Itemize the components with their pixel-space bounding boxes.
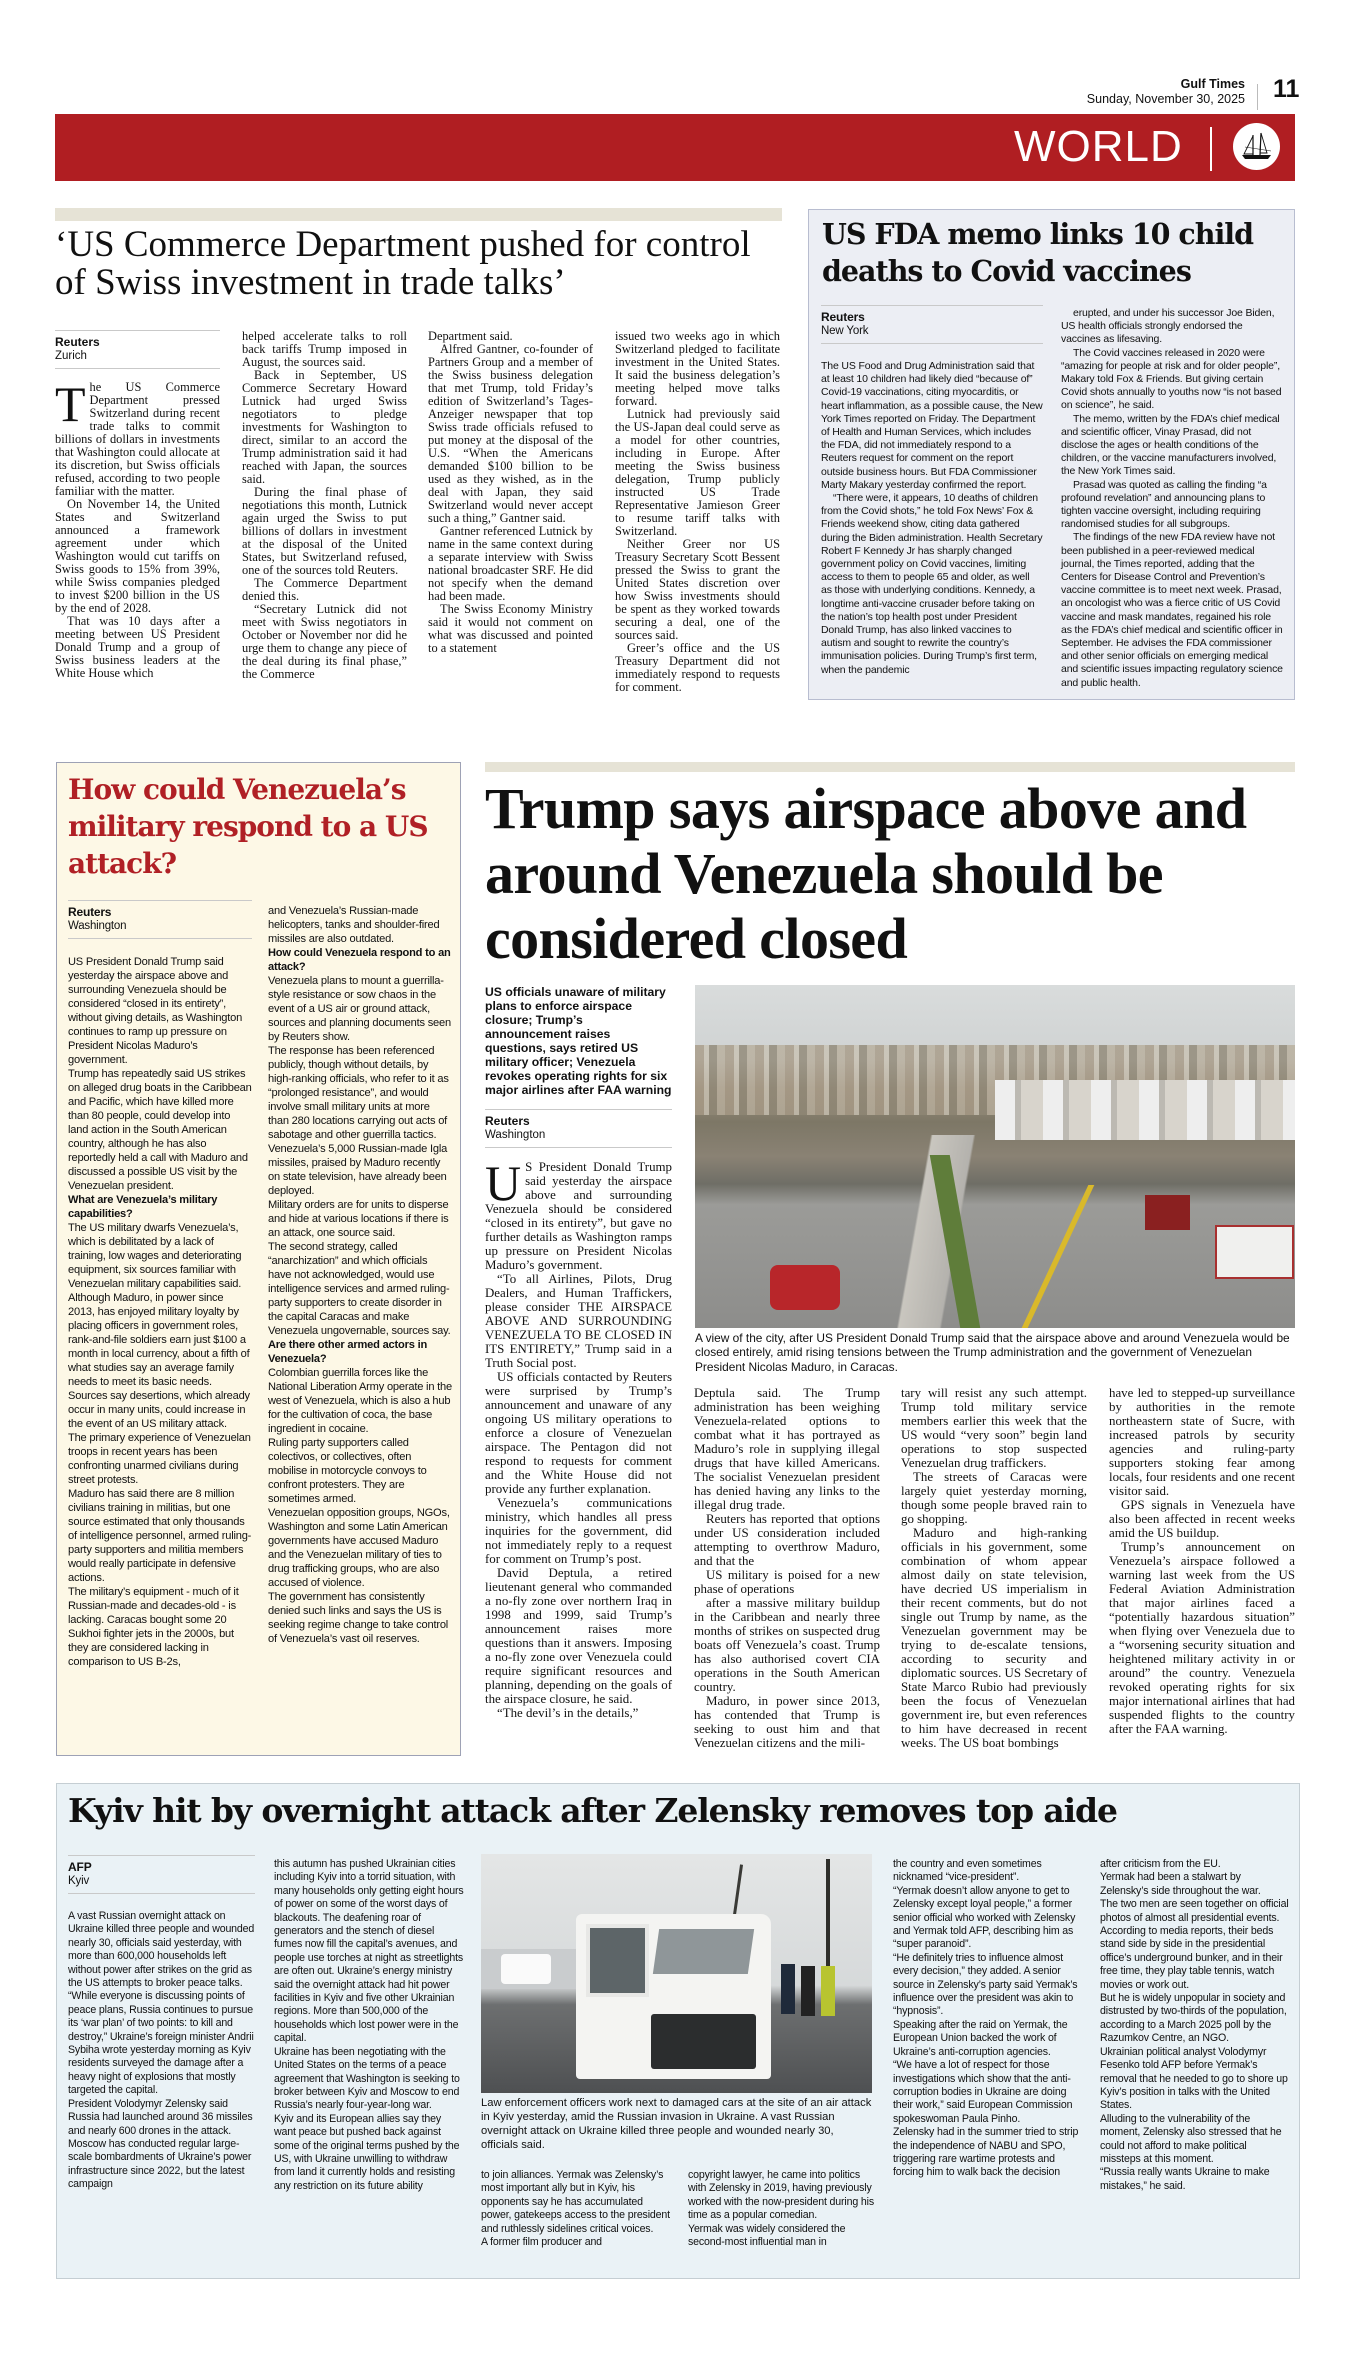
paragraph: The government has consistently denied such links and says the US is seeking regime change to take control of Venezuela’s vast oil reserves. xyxy=(268,1591,449,1645)
paragraph: after criticism from the EU. xyxy=(1100,1858,1221,1870)
banner-divider xyxy=(1210,127,1212,171)
paragraph: Gantner referenced Lutnick by name in the same context during a separate interview with Swiss national broadcaster SRF. He did not specify when the demand had been made. xyxy=(428,524,593,603)
paragraph: The Swiss Economy Ministry said it would not comment on what was discussed and pointed to a statement xyxy=(428,602,593,655)
paragraph: GPS signals in Venezuela have also been affected in recent weeks amid the US buildup. xyxy=(1109,1498,1295,1540)
paragraph: President Volodymyr Zelensky said Russia had launched around 36 missiles and nearly 600 drones in the attack. xyxy=(68,2097,253,2137)
paragraph: Ukrainian political analyst Volodymyr Fesenko told AFP before Yermak’s removal that he needed to go to shore up Kyiv’s position in talks with the United States. xyxy=(1100,2045,1288,2112)
paragraph: “There were, it appears, 10 deaths of children from the Covid shots,” he told Fox News’ Fox & Friends weekend show, citing data gathered during the Biden administration. Health Secretary Robert F Kennedy Jr has sharply changed government policy on Covid vaccines, limiting access to them to people 65 and older, as well as those with underlying conditions. Kennedy, a longtime anti-vaccine crusader before taking on the nation’s top health post under President Donald Trump, has also linked vaccines to autism and sought to rewrite the country’s immunisation policies. During Trump’s first term, when the pandemic xyxy=(821,492,1043,676)
paragraph: issued two weeks ago in which Switzerland pledged to facilitate investment in the United States. It said the business delegation’s meeting helped move talks forward. xyxy=(615,329,780,408)
column-text xyxy=(68,1910,255,2192)
byline-place: Kyiv xyxy=(68,1875,90,1887)
paragraph: The US Food and Drug Administration said that at least 10 children had likely died “because of” Covid-19 vaccinations, citing myocarditis, or heart inflammation, as a possible cause, the New York Times reported on Friday. The Department of Health and Human Services, which includes the FDA, did not immediately respond to a Reuters request for comment on the report outside business hours. But FDA Commissioner Marty Makary yesterday confirmed the report. xyxy=(821,360,1043,491)
paragraph: after a massive military buildup in the Caribbean and nearly three months of strikes on suspected drug boats off Venezuela’s coast. Trump has also authorised covert CIA operations in the South American country. xyxy=(694,1596,880,1694)
column-text xyxy=(55,376,220,680)
paragraph: Reuters has reported that options under US consideration included attempting to overthrow Maduro, and that the xyxy=(694,1512,880,1568)
column-text xyxy=(485,1155,672,1720)
paragraph: Trump has repeatedly said US strikes on alleged drug boats in the Caribbean and Pacific, which have killed more than 80 people, could develop into land action in the South American country, although he has also reportedly held a call with Maduro and discussed a possible US visit by the Venezuelan president. xyxy=(68,1068,252,1192)
kyiv-damaged-van-photo xyxy=(481,1854,872,2093)
paragraph: Maduro, in power since 2013, has contended that Trump is seeking to oust him and that Venezuelan citizens and the mili- xyxy=(694,1694,880,1750)
paragraph: US officials contacted by Reuters were surprised by Trump’s announcement and unaware of any ongoing US military operations to enforce a closure of Venezuelan airspace. The Pentagon did not respond to requests for comment and the White House did not provide any further explanation. xyxy=(485,1370,672,1496)
byline-agency: Reuters xyxy=(485,1114,530,1128)
paragraph: helped accelerate talks to roll back tariffs Trump imposed in August, the sources said. xyxy=(242,329,407,369)
paragraph: Maduro has said there are 8 million civilians training in militias, but one source estimated that only thousands of intelligence personnel, armed ruling-party supporters and militia members would really participate in defensive actions. xyxy=(68,1488,252,1584)
paragraph: Alluding to the vulnerability of the moment, Zelensky also stressed that he could not afford to make political missteps at this moment. xyxy=(1100,2112,1282,2165)
fda-column-1 xyxy=(821,305,1043,677)
kyiv-column-3 xyxy=(481,2169,671,2249)
paragraph: to join alliances. Yermak was Zelensky’s most important ally but in Kyiv, his opponents say he has accumulated power, gatekeeps access to the president and ruthlessly sidelines critical voices. xyxy=(481,2169,670,2235)
paragraph: Speaking after the raid on Yermak, the European Union backed the work of Ukraine’s anti-corruption agencies. xyxy=(893,2018,1068,2058)
byline xyxy=(68,1855,255,1894)
paragraph: Venezuela plans to mount a guerrilla-style resistance or sow chaos in the event of a US air or ground attack, sources and planning documents seen by Reuters show. xyxy=(268,975,451,1043)
byline-agency: Reuters xyxy=(821,310,865,324)
subheading: What are Venezuela’s military capabilities? xyxy=(68,1194,218,1220)
subheading: How could Venezuela respond to an attack? xyxy=(268,947,451,973)
paragraph: Zelensky had in the summer tried to strip the independence of NABU and SPO, triggering rare wartime protests and forcing him to walk back the decision xyxy=(893,2126,1079,2179)
byline xyxy=(485,1109,672,1148)
swiss-column-4 xyxy=(615,330,780,694)
lead-column-4 xyxy=(1109,1386,1295,1736)
kyiv-column-1 xyxy=(68,1855,255,2192)
paragraph: Venezuela’s 5,000 Russian-made Igla missiles, praised by Maduro recently on state television, have already been deployed. xyxy=(268,1143,448,1197)
paragraph: Back in September, US Commerce Secretary Howard Lutnick had urged Swiss negotiators to pledge investments for Washington to direct, similar to an accord the Trump administration said it had reached with Japan, the sources said. xyxy=(242,368,407,486)
article-top-rule xyxy=(55,208,782,221)
paragraph: have led to stepped-up surveillance by authorities in the remote northeastern state of Sucre, with increased patrols by security agencies and ruling-party supporters stoking fear among locals, four residents and one recent visitor said. xyxy=(1109,1386,1295,1498)
paragraph: Yermak had been a stalwart by Zelensky’s side throughout the war. xyxy=(1100,1871,1261,1897)
paragraph: The US military dwarfs Venezuela’s, which is debilitated by a lack of training, low wages and deteriorating equipment, six sources familiar with Venezuelan military capabilities said. xyxy=(68,1222,242,1290)
paragraph: this autumn has pushed Ukrainian cities including Kyiv into a torrid situation, with many households only getting eight hours of power on some of the worst days of blackouts. The deafening roar of generators and the stench of diesel fumes now fill the capital’s avenues, and people use torches at night as streetlights are often out. Ukraine’s energy ministry said the overnight attack had hit power facilities in Kyiv and five other Ukrainian regions. More than 500,000 of the households which lost power were in the capital. xyxy=(274,1858,464,2045)
paragraph: US military is poised for a new phase of operations xyxy=(694,1568,880,1596)
fda-column-2 xyxy=(1061,307,1283,690)
byline-place: New York xyxy=(821,325,869,337)
lead-column-1 xyxy=(485,985,672,1720)
paragraph: On November 14, the United States and Switzerland announced a framework agreement under which Washington would cut tariffs on Swiss goods to 15% from 39%, while Swiss companies pledged to invest $200 billion in the US by the end of 2028. xyxy=(55,497,220,615)
byline xyxy=(821,305,1043,344)
paragraph: the country and even sometimes nicknamed “vice-president”. xyxy=(893,1858,1042,1884)
paragraph: Prasad was quoted as calling the finding “a profound revelation” and announcing plans to tighten vaccine oversight, including requiring randomised studies for all subgroups. xyxy=(1061,478,1267,531)
paragraph: The memo, written by the FDA’s chief medical and scientific officer, Vinay Prasad, did not disclose the ages or health conditions of the children, or the vaccine manufacturers involved, the New York Times said. xyxy=(1061,412,1280,478)
swiss-column-2 xyxy=(242,330,407,681)
column-text xyxy=(821,360,1043,677)
caracas-street-photo xyxy=(695,985,1295,1328)
paragraph: The two men are seen together on official photos of almost all presidential events. xyxy=(1100,1898,1289,1924)
paragraph: During the final phase of negotiations this month, Lutnick again urged the Swiss to put billions of dollars in investment at the disposal of the United States, but Switzerland refused, one of the sources told Reuters. xyxy=(242,485,407,577)
paragraph: The streets of Caracas were largely quiet yesterday morning, though some people braved rain to go shopping. xyxy=(901,1470,1087,1526)
lead-column-2 xyxy=(694,1386,880,1750)
paragraph: Maduro and high-ranking officials in his government, some combination of whom appear almost daily on state television, have decried US imperialism in their recent comments, but do not single out Trump by name, as the Venezuelan government may be trying to de-escalate tensions, according to security and diplomatic sources. US Secretary of State Marco Rubio had previously been the focus of Venezuelan government ire, but even references to him have decreased in recent weeks. The US boat bombings xyxy=(901,1526,1087,1750)
paragraph: “To all Airlines, Pilots, Drug Dealers, and Human Traffickers, please consider THE AIRSPACE ABOVE AND SURROUNDING VENEZUELA TO BE CLOSED IN ITS ENTIRETY,” Trump said in a Truth Social post. xyxy=(485,1272,672,1370)
section-title: WORLD xyxy=(1014,122,1183,171)
paragraph: and Venezuela’s Russian-made helicopters, tanks and shoulder-fired missiles are also outdated. xyxy=(268,905,440,945)
paragraph: Military orders are for units to disperse and hide at various locations if there is an attack, one source said. xyxy=(268,1199,449,1239)
byline-agency: Reuters xyxy=(68,905,112,919)
venezuela-column-2 xyxy=(268,904,452,1646)
paragraph: According to media reports, their beds stand side by side in the presidential office’s underground bunker, and in their free time, they play table tennis, watch movies or work out. xyxy=(1100,1925,1283,1991)
byline-place: Zurich xyxy=(55,350,87,362)
paragraph: Lutnick had previously said the US-Japan deal could serve as a model for other countries, including in Europe. After meeting the Swiss business delegation, Trump publicly instructed US Trade Representative Jamieson Greer to resume tariff talks with Switzerland. xyxy=(615,407,780,538)
paragraph: The second strategy, called “anarchization” and which officials have not acknowledged, would use intelligence services and armed ruling-party supporters to create disorder in the capital Caracas and make Venezuela ungovernable, sources say. xyxy=(268,1241,451,1337)
paragraph: erupted, and under his successor Joe Biden, US health officials strongly endorsed the vaccines as lifesaving. xyxy=(1061,307,1275,346)
lead-column-3 xyxy=(901,1386,1087,1750)
paragraph: Ruling party supporters called colectivos, or collectives, often mobilise in motorcycle convoys to confront protesters. They are sometimes armed. xyxy=(268,1437,427,1505)
paragraph: Ukraine has been negotiating with the United States on the terms of a peace agreement that Washington is seeking to broker between Kyiv and Moscow to end Russia’s nearly four-year-long war. xyxy=(274,2045,460,2112)
paragraph: “Yermak doesn’t allow anyone to get to Zelensky except loyal people,” a former senior official who worked with Zelensky and Yermak told AFP, describing him as “super paranoid”. xyxy=(893,1884,1076,1951)
venezuela-column-1 xyxy=(68,900,252,1669)
article-top-rule xyxy=(485,762,1295,772)
swiss-article-headline: ‘US Commerce Department pushed for control of Swiss investment in trade talks’ xyxy=(55,224,751,303)
kyiv-column-4 xyxy=(688,2169,878,2249)
paragraph: Yermak was widely considered the second-most influential man in xyxy=(688,2222,846,2249)
byline-agency: Reuters xyxy=(55,335,100,349)
paragraph: Kyiv and its European allies say they want peace but pushed back against some of the original terms pushed by the US, with Ukraine unwilling to withdraw from land it currently holds and resisting any restriction on its future ability xyxy=(274,2112,460,2192)
photo-caption: A view of the city, after US President Donald Trump said that the airspace above and around Venezuela would be closed entirely, amid rising tensions between the Trump administration and the government of Venezuelan President Nicolas Maduro, in Caracas. xyxy=(695,1331,1290,1374)
paragraph: Although Maduro, in power since 2013, has enjoyed military loyalty by placing officers in government roles, rank-and-file soldiers earn just $100 a month in local currency, about a fifth of what studies say an average family needs to meet its basic needs. xyxy=(68,1292,250,1388)
paragraph: The findings of the new FDA review have not been published in a peer-reviewed medical journal, the Times reported, adding that the Centers for Disease Control and Prevention’s vaccine committee is to meet next week. Prasad, an oncologist who was a fierce critic of US Covid vaccine and mask mandates, regained his role as the FDA’s chief medical and scientific officer in September. He advises the FDA commissioner and other senior officials on emerging medical and scientific issues impacting regulatory science and public health. xyxy=(1061,531,1283,689)
newspaper-name: Gulf Times xyxy=(1180,77,1245,91)
paragraph: “Russia really wants Ukraine to make mistakes,” he said. xyxy=(1100,2166,1270,2192)
paragraph: Moscow has conducted regular large-scale bombardments of Ukraine’s power infrastructure since 2022, but the latest campaign xyxy=(68,2137,252,2191)
paragraph: “We have a lot of respect for those investigations which show that the anti-corruption bodies in Ukraine are doing their work,” said European Commission spokeswoman Paula Pinho. xyxy=(893,2059,1073,2125)
paragraph: tary will resist any such attempt. Trump told military service members earlier this week that the US would “very soon” begin land operations to stop suspected Venezuelan drug traffickers. xyxy=(901,1386,1087,1470)
paragraph: Greer’s office and the US Treasury Department did not immediately respond to requests for comment. xyxy=(615,641,780,694)
kyiv-column-5 xyxy=(893,1858,1083,2180)
kyiv-column-6 xyxy=(1100,1858,1290,2193)
column-text xyxy=(68,955,252,1669)
paragraph: David Deptula, a retired lieutenant general who commanded a no-fly zone over northern Iraq in 1998 and 1999, said Trump’s announcement raises more questions than it answers. Imposing a no-fly zone over Venezuela could require significant resources and planning, depending on the goals of the airspace closure, he said. xyxy=(485,1566,672,1706)
paragraph: The Commerce Department denied this. xyxy=(242,576,407,603)
paragraph: That was 10 days after a meeting between US President Donald Trump and a group of Swiss business leaders at the White House which xyxy=(55,614,220,680)
lead-article-deck: US officials unaware of military plans to enforce airspace closure; Trump’s announcement raises questions, says retired US military officer; Venezuela revokes operating rights for six major airlines after FAA warning xyxy=(485,985,672,1097)
paragraph: The Covid vaccines released in 2020 were “amazing for people at risk and for older people”, Makary told Fox & Friends. But giving certain Covid shots annually to youths now “is not based on science”, he said. xyxy=(1061,346,1282,412)
kyiv-column-2 xyxy=(274,1858,464,2193)
byline-place: Washington xyxy=(68,920,127,932)
paragraph: copyright lawyer, he came into politics with Zelensky in 2019, having previously worked with the now-president during his time as a popular comedian. xyxy=(688,2169,874,2222)
venezuela-sidebar-headline: How could Venezuela’s military respond to a US attack? xyxy=(68,773,428,880)
page-number: 11 xyxy=(1273,75,1300,103)
lead-article-headline: Trump says airspace above and around Venezuela should be considered closed xyxy=(485,776,1247,971)
issue-date: Sunday, November 30, 2025 xyxy=(1086,92,1245,106)
photo-caption: Law enforcement officers work next to damaged cars at the site of an air attack in Kyiv yesterday, amid the Russian invasion in Ukraine. A vast Russian overnight attack on Ukraine killed three people and wounded nearly 30, officials said. xyxy=(481,2097,872,2151)
subheading: Are there other armed actors in Venezuela? xyxy=(268,1339,428,1365)
byline xyxy=(55,330,220,369)
paragraph: The military’s equipment - much of it Russian-made and decades-old - is lacking. Caracas bought some 20 Sukhoi fighter jets in the 2000s, but they are considered lacking in comparison to US B-2s, xyxy=(68,1586,239,1668)
fda-article-headline: US FDA memo links 10 child deaths to Covid vaccines xyxy=(822,217,1254,288)
paragraph: Neither Greer nor US Treasury Secretary Scott Bessent pressed the Swiss to grant the United States discretion over how Swiss investments should be spent as they worked towards securing a deal, one of the sources said. xyxy=(615,537,780,642)
byline xyxy=(68,900,252,939)
kyiv-article-headline: Kyiv hit by overnight attack after Zelensky removes top aide xyxy=(68,1791,1117,1830)
paragraph: Trump’s announcement on Venezuela’s airspace followed a warning last week from the US Federal Aviation Administration that major airlines faced a “potentially hazardous situation” when flying over Venezuela due to a “worsening security situation and heightened military activity in or around” the country. Venezuela revoked operating rights for six major international airlines that had suspended flights to the country after the FAA warning. xyxy=(1109,1540,1295,1736)
paragraph: Alfred Gantner, co-founder of Partners Group and a member of the Swiss business delegation that met Trump, told Friday’s edition of Switzerland’s Tages-Anzeiger newspaper that top Swiss trade officials refused to put money at the disposal of the U.S. “When the Americans demanded $100 billion to be used as they wished, as in the deal with Japan, they said Switzerland would never accept such a thing,” Gantner said. xyxy=(428,342,593,525)
paragraph: The response has been referenced publicly, though without details, by high-ranking officials, who refer to it as “prolonged resistance”, and would involve small military units at more than 280 locations carrying out acts of sabotage and other guerrilla tactics. xyxy=(268,1045,449,1141)
paragraph: US President Donald Trump said yesterday the airspace above and surrounding Venezuela should be considered “closed in its entirety”, without giving details, as Washington continues to ramp up pressure on President Nicolas Maduro’s government. xyxy=(68,956,243,1066)
paragraph: Department said. xyxy=(428,329,513,343)
swiss-column-1 xyxy=(55,330,220,680)
paragraph: “Secretary Lutnick did not meet with Swiss negotiators in October or November nor did he urge them to change any piece of the deal during its final phase,” the Commerce xyxy=(242,602,407,681)
paragraph: The primary experience of Venezuelan troops in recent years has been confronting unarmed civilians during street protests. xyxy=(68,1432,251,1486)
paragraph: “The devil’s in the details,” xyxy=(497,1706,639,1720)
dhow-ship-icon xyxy=(1233,123,1280,170)
paragraph: A former film producer and xyxy=(481,2236,602,2249)
paragraph: Colombian guerrilla forces like the National Liberation Army operate in the west of Venezuela, which is also a hub for the cultivation of coca, the base ingredient in cocaine. xyxy=(268,1367,452,1435)
paragraph: Sources say desertions, which already occur in many units, could increase in the event of an US military attack. xyxy=(68,1390,250,1430)
paragraph: A vast Russian overnight attack on Ukraine killed three people and wounded nearly 30, officials said yesterday, with more than 600,000 households left without power after strikes on the grid as the US attempts to broker peace talks. “While everyone is discussing points of peace plans, Russia continues to pursue its ‘war plan’ of two points: to kill and destroy,” Ukraine’s foreign minister Andrii Sybiha wrote yesterday morning as Kyiv residents surveyed the damage after a heavy night of explosions that mostly targeted the capital. xyxy=(68,1910,255,2097)
paragraph: Venezuela’s communications ministry, which handles all press inquiries for the government, did not immediately reply to a request for comment on Trump’s post. xyxy=(485,1496,672,1566)
paragraph: US President Donald Trump said yesterday the airspace above and surrounding Venezuela should be considered “closed in its entirety”, but gave no further details as Washington ramps up pressure on President Nicolas Maduro’s government. xyxy=(485,1155,672,1272)
byline-place: Washington xyxy=(485,1129,546,1141)
paragraph: But he is widely unpopular in society and distrusted by two-thirds of the population, according to a March 2025 poll by the Razumkov Centre, an NGO. xyxy=(1100,1992,1287,2045)
swiss-column-3 xyxy=(428,330,593,655)
paragraph: The US Commerce Department pressed Switzerland during recent trade talks to commit billions of dollars in investments that Washington could allocate at its discretion, but Swiss officials refused, according to two people familiar with the matter. xyxy=(55,376,220,498)
paragraph: Venezuelan opposition groups, NGOs, Washington and some Latin American governments have accused Maduro and the Venezuelan military of ties to drug trafficking groups, who are also accused of violence. xyxy=(268,1507,450,1589)
masthead-divider xyxy=(1257,84,1258,110)
paragraph: Deptula said. The Trump administration has been weighing Venezuela-related options to combat what it has portrayed as Maduro’s role in supplying illegal drugs that have killed Americans. The socialist Venezuelan president has denied having any links to the illegal drug trade. xyxy=(694,1386,880,1512)
byline-agency: AFP xyxy=(68,1860,92,1874)
paragraph: “He definitely tries to influence almost every decision,” they added. A senior source in Zelensky’s party said Yermak’s influence over the president was akin to “hypnosis”. xyxy=(893,1951,1078,2018)
